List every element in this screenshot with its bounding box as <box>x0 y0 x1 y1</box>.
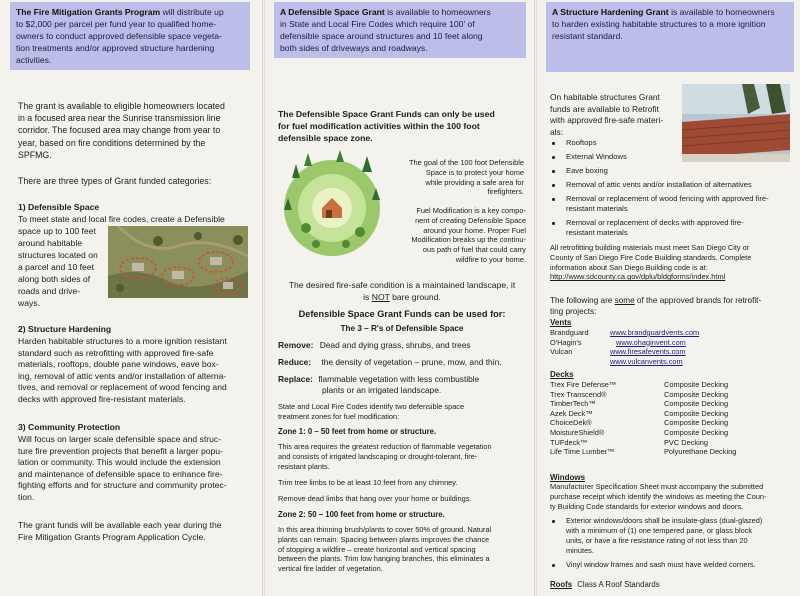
deck-name: Azek Deck™ <box>550 408 593 418</box>
text-line: ways. <box>18 298 40 308</box>
window-bullet-glass-cont: minutes. <box>566 546 594 555</box>
deck-row <box>550 399 736 409</box>
intro-paragraph <box>18 100 256 161</box>
structure-hardening-banner <box>546 2 794 72</box>
replace-row <box>278 374 479 396</box>
banner-title: A Structure Hardening Grant <box>552 7 669 17</box>
text-line: tives, and removal or replacement of wood fencing and <box>18 382 227 393</box>
deck-name: Trex Transcend® <box>550 389 607 399</box>
banner-line: both sides of driveways and roadways. <box>280 43 428 53</box>
vent-row <box>550 357 699 367</box>
fuel-modification-text <box>390 206 526 265</box>
zone-2-text <box>278 525 534 574</box>
text-line: The Defensible Space Grant Funds can only be used <box>278 109 495 119</box>
text-line: along both sides of <box>18 274 91 284</box>
text-line: To meet state and local fire codes, create a Defensible <box>18 214 225 224</box>
window-bullet-glass-cont: with a minimum of (1) one tempered pane, or glass block <box>566 526 753 535</box>
text-line: fighting efforts and for structure and community protec- <box>18 480 227 491</box>
remove-text: Dead and dying grass, shrubs, and trees <box>319 340 471 350</box>
bullet-attic-vents: Removal of attic vents and/or installation of alternatives <box>566 180 752 189</box>
text-line: for fuel modification activities within the 100 foot <box>278 121 480 131</box>
brands-intro <box>550 295 800 317</box>
deck-row <box>550 438 736 448</box>
deck-type: Polyurethane Decking <box>664 447 737 457</box>
banner-line: activities. <box>16 55 52 65</box>
text-line: All retrofitting building materials must meet San Diego City or <box>550 243 750 252</box>
text-line: Will focus on larger scale defensible space and struc- <box>18 434 222 444</box>
deck-name: TUFdeck™ <box>550 437 588 447</box>
fold-line <box>534 0 537 596</box>
banner-line: to harden existing habitable structures to a more ignition <box>552 19 766 29</box>
retrofit-intro <box>550 92 680 138</box>
reduce-row <box>278 357 502 367</box>
types-intro: There are three types of Grant funded categories: <box>18 176 212 186</box>
text-fragment: bare ground. <box>389 291 441 302</box>
roofs-heading: Roofs <box>550 580 573 589</box>
vent-row <box>550 338 699 348</box>
banner-line: is available to homeowners <box>387 7 491 17</box>
text-line: ting projects: <box>550 307 597 316</box>
text-line: a parcel and 10 feet <box>18 262 94 272</box>
text-line: purchase receipt which identify the windows as meeting the Coun- <box>550 491 767 501</box>
deck-row <box>550 409 736 419</box>
text-line: plants can remain. Spacing between plants improves the chance <box>278 534 490 544</box>
text-fragment: The following are <box>550 296 615 305</box>
bullet-rooftops: Rooftops <box>566 138 597 147</box>
zones-intro <box>278 402 530 422</box>
funds-restriction-text <box>278 108 530 144</box>
remove-row <box>278 340 471 350</box>
desired-condition-text <box>276 280 528 303</box>
text-line <box>550 295 800 306</box>
defensible-space-banner <box>274 2 526 58</box>
text-line: ing, removal of attic vents and/or installation of alterna- <box>18 370 227 381</box>
roofs-row <box>550 580 660 589</box>
program-banner <box>10 2 250 70</box>
deck-name: Life Time Lumber™ <box>550 447 615 457</box>
banner-line: is available to homeowners <box>671 7 775 17</box>
replace-text: flammable vegetation with less combustible <box>318 374 480 384</box>
closing-paragraph <box>18 520 258 543</box>
text-line: between the plants. Trim low hanging branches, this eliminates a <box>278 554 490 564</box>
text-line: The grant funds will be available each year during the <box>18 520 222 530</box>
text-line: roads and drive- <box>18 286 81 296</box>
deck-type: Composite Decking <box>664 380 729 389</box>
text-line: Space is to protect your home <box>425 167 524 177</box>
bullet-external-windows: External Windows <box>566 152 627 161</box>
text-line: Harden habitable structures to a more ignition resistant <box>18 336 227 346</box>
vent-row <box>550 347 699 357</box>
bullet-eave-boxing: Eave boxing <box>566 166 608 175</box>
reduce-label: Reduce: <box>278 357 312 367</box>
deck-type: Composite Decking <box>664 408 729 418</box>
text-line: in a focused area near the Sunrise transmission line <box>18 113 221 124</box>
text-line: decks with approved fire-resistant materials. <box>18 393 186 404</box>
text-line: corridor. The focused area may change from year to <box>18 125 221 136</box>
decks-heading: Decks <box>550 370 574 379</box>
trim-tree-text: Trim tree limbs to be at least 10 feet from any chimney. <box>278 478 458 487</box>
roof-photo <box>682 84 790 162</box>
vent-name: Brandguard <box>550 328 589 337</box>
bullet <box>552 184 555 187</box>
text-line: standard such as retrofitting with approved fire-safe <box>18 347 214 358</box>
text-line: around habitable <box>18 238 83 248</box>
zone-1-text <box>278 442 532 471</box>
replace-text: plants or an irrigated landscape. <box>322 385 442 395</box>
banner-line: resistant standard. <box>552 31 623 41</box>
text-line: firefighters. <box>487 187 524 197</box>
bullet <box>552 198 555 201</box>
deck-name: TimberTech™ <box>550 399 596 409</box>
window-bullet-frames: Vinyl window frames and sash must have welded corners. <box>566 560 756 569</box>
bullet <box>552 564 555 567</box>
text-line: structures located on <box>18 250 98 260</box>
text-line: County of San Diego Fire Code Building standards. Complete <box>550 252 752 262</box>
bullet <box>552 222 555 225</box>
windows-heading: Windows <box>550 473 586 482</box>
text-line: The goal of the 100 foot Defensible <box>408 158 524 167</box>
banner-line: in State and Local Fire Codes which require 100' of <box>280 19 475 29</box>
defensible-space-zones-illustration <box>276 148 388 258</box>
defensible-space-map-illustration <box>108 226 248 298</box>
deck-row <box>550 418 736 428</box>
text-line: ty Building Code standards for exterior windows and doors. <box>550 501 744 511</box>
remove-label: Remove: <box>278 340 314 350</box>
text-line: vertical fire ladder of vegetation. <box>278 564 383 574</box>
zone-1-heading: Zone 1: 0 – 50 feet from home or structure. <box>278 427 437 436</box>
reduce-text: the density of vegetation – prune, mow, and thin. <box>321 357 502 367</box>
text-line: while providing a safe area for <box>425 177 524 187</box>
text-line: This area requires the greatest reduction of flammable vegetation <box>278 442 492 451</box>
section-defensible-space-heading: 1) Defensible Space <box>18 202 100 212</box>
bullet-decks-cont: resistant materials <box>566 228 628 237</box>
vent-row <box>550 328 699 338</box>
text-line: lation or community. This would include the extension <box>18 457 221 468</box>
decks-list <box>550 380 800 457</box>
text-line: and maintenance of defensible space to enhance fire- <box>18 468 223 479</box>
banner-line: to $2,000 per parcel per fund year to qualified home- <box>16 19 217 29</box>
window-bullet-glass-cont: units, or have a fire resistance rating of not less than 20 <box>566 536 748 545</box>
text-line: On habitable structures Grant <box>550 92 660 102</box>
column-middle <box>266 0 534 596</box>
text-line: ous path of fuel that could carry <box>422 245 526 255</box>
emphasis-not: NOT <box>371 291 390 302</box>
vent-link[interactable]: www.firesafevents.com <box>610 347 686 357</box>
zone-2-heading: Zone 2: 50 – 100 feet from home or structure. <box>278 510 445 519</box>
goal-text <box>390 158 524 197</box>
bullet-wood-fencing: Removal or replacement of wood fencing with approved fire- <box>566 194 769 203</box>
text-line: nent of creating Defensible Space <box>415 215 526 225</box>
deck-type: Composite Decking <box>664 418 729 428</box>
text-line: The desired fire-safe condition is a maintained landscape, it <box>288 280 516 290</box>
deck-name: MoistureShield® <box>550 427 605 437</box>
text-line: wildfire to your home. <box>455 254 526 264</box>
text-line: Manufacturer Specification Sheet must accompany the submitted <box>550 482 764 491</box>
text-line: defensible space zone. <box>278 133 373 143</box>
vents-heading: Vents <box>550 318 572 327</box>
vents-list <box>550 328 800 366</box>
remove-dead-limbs-text: Remove dead limbs that hang over your home or buildings. <box>278 494 472 503</box>
text-line: SPFMG. <box>18 149 52 160</box>
banner-line: will distribute up <box>162 7 224 17</box>
deck-type: PVC Decking <box>664 437 708 447</box>
text-line: space up to 100 feet <box>18 226 96 236</box>
bullet <box>552 170 555 173</box>
text-line: year, based on fire conditions determined by the <box>18 137 206 148</box>
vent-link[interactable]: www.brandguardvents.com <box>610 328 700 337</box>
bullet <box>552 520 555 523</box>
text-line: around your home. Proper Fuel <box>423 225 526 235</box>
text-line: funds are available to Retrofit <box>550 103 659 114</box>
deck-row <box>550 447 736 457</box>
text-fragment: is <box>363 291 372 302</box>
text-line: The grant is available to eligible homeowners located <box>18 101 225 111</box>
text-line <box>276 292 528 304</box>
deck-name: Trex Fire Defense™ <box>550 380 617 389</box>
fold-line <box>262 0 265 596</box>
section-community-protection-text <box>18 434 258 504</box>
column-right <box>538 0 800 596</box>
text-line: als: <box>550 126 564 137</box>
roofs-text: Class A Roof Standards <box>577 580 660 589</box>
text-line: ture fire prevention projects that benefit a larger popu- <box>18 445 223 456</box>
column-left <box>0 0 262 596</box>
replace-label: Replace: <box>278 374 313 384</box>
text-line: Fire Mitigation Grants Program Application Cycle. <box>18 531 206 542</box>
deck-type: Composite Decking <box>664 389 729 399</box>
deck-row <box>550 428 736 438</box>
text-line: of stopping a wildfire – create horizontal and vertical spacing <box>278 544 476 554</box>
vent-link[interactable]: www.ohaginvent.com <box>616 337 686 347</box>
text-line: Modification breaks up the continu- <box>411 235 526 245</box>
text-line: information about San Diego Building code is at: <box>550 262 708 272</box>
text-line: treatment zones for fuel modification: <box>278 411 400 421</box>
text-line: State and Local Fire Codes identify two defensible space <box>278 402 465 411</box>
deck-row <box>550 390 736 400</box>
text-line: Fuel Modification is a key compo- <box>416 206 526 215</box>
banner-line: tion treatments and/or approved structure hardening <box>16 43 215 53</box>
bullet-decks: Removal or replacement of decks with approved fire- <box>566 218 744 227</box>
bullet <box>552 156 555 159</box>
section-community-protection-heading: 3) Community Protection <box>18 422 121 432</box>
section-structure-hardening-heading: 2) Structure Hardening <box>18 324 112 334</box>
vent-name <box>550 357 610 367</box>
window-bullet-glass: Exterior windows/doors shall be insulate-glass (dual-glazed) <box>566 516 763 525</box>
text-line: with approved fire-safe materi- <box>550 115 664 126</box>
bullet <box>552 142 555 145</box>
funds-usage-heading: Defensible Space Grant Funds can be used for: <box>298 309 506 319</box>
windows-text <box>550 482 800 511</box>
section-structure-hardening-text <box>18 336 258 406</box>
vent-link[interactable]: www.vulcanvents.com <box>610 356 683 366</box>
text-fragment: of the approved brands for retrofit- <box>634 296 762 305</box>
deck-row <box>550 380 736 390</box>
deck-type: Composite Decking <box>664 399 729 409</box>
deck-type: Composite Decking <box>664 427 729 437</box>
text-line: tion. <box>18 491 35 502</box>
vent-name: O'Hagin's <box>550 337 582 347</box>
building-code-link[interactable]: http://www.sdcounty.ca.gov/dplu/bldgforms/index.html <box>550 272 726 282</box>
vent-name: Vulcan <box>550 347 573 357</box>
three-rs-heading: The 3 – R's of Defensible Space <box>340 324 464 333</box>
banner-title: A Defensible Space Grant <box>280 7 385 17</box>
emphasis-some: some <box>614 296 635 305</box>
text-line: resistant plants. <box>278 461 330 471</box>
text-line: materials, rooftops, double pane windows, eave box- <box>18 359 219 370</box>
deck-name: ChoiceDek® <box>550 418 592 428</box>
building-code-note <box>550 243 800 282</box>
bullet-wood-fencing-cont: resistant materials <box>566 204 628 213</box>
banner-line: owners to conduct approved defensible space vegeta- <box>16 31 222 41</box>
banner-title: The Fire Mitigation Grants Program <box>16 7 161 17</box>
text-line: In this area thinning brush/plants to cover 50% of ground. Natural <box>278 525 492 534</box>
banner-line: defensible space around structures and 10 feet along <box>280 31 483 41</box>
text-line: and consists of irrigated landscaping or drought-tolerant, fire- <box>278 451 478 461</box>
